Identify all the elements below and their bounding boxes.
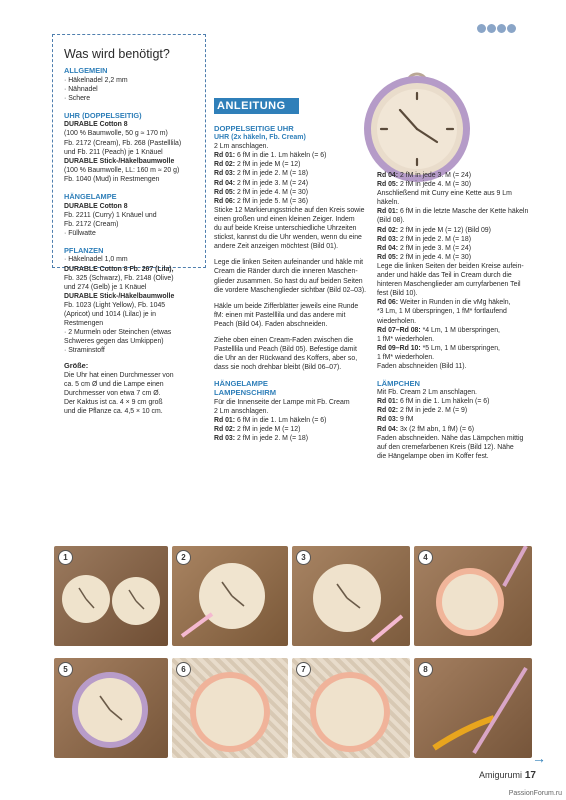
list-item: (100 % Baumwolle, LL: 160 m ≈ 20 g) xyxy=(64,166,180,174)
page-number: 17 xyxy=(524,770,536,781)
section-dots xyxy=(477,20,517,38)
list-item: und Fb. 211 (Peach) je 1 Knäuel xyxy=(64,148,163,156)
dot-icon xyxy=(497,24,506,33)
paragraph-line: fM: einen mit Pastelllila und das andere mit xyxy=(214,311,346,319)
paragraph-line: Sticke 12 Markierungsstriche auf den Kreis sowie xyxy=(214,206,365,214)
round-row xyxy=(377,171,537,180)
list-item: Fb. 1023 (Light Yellow), Fb. 1045 xyxy=(64,301,166,309)
round-row-label: Rd 03: xyxy=(377,416,399,424)
round-row xyxy=(377,253,537,262)
size-line: Durchmesser von etwa 7 cm Ø. xyxy=(64,389,161,397)
round-row-label: Rd 02: xyxy=(214,425,236,433)
round-row xyxy=(377,235,537,244)
photo-number-badge: 6 xyxy=(176,662,191,677)
round-row-text: 2 fM in jede 4. M (= 30) xyxy=(398,181,472,189)
list-item: DURABLE Stick-/Häkelbaumwolle xyxy=(64,292,175,300)
next-page-arrow-icon[interactable]: → xyxy=(532,750,546,766)
list-item: DURABLE Cotton 8 Fb. 267 (Lila), xyxy=(64,265,174,273)
round-row-text: Weiter in Runden in die vMg häkeln, xyxy=(398,299,511,307)
list-item: · Häkelnadel 2,2 mm xyxy=(64,76,128,84)
round-row-text: 2 fM in jede 3. M (= 24) xyxy=(398,172,472,179)
round-row-text: 9 fM xyxy=(398,416,414,424)
round-row-label: Rd 05: xyxy=(377,253,399,261)
round-row xyxy=(214,179,376,188)
round-row-text: 1 fM* wiederholen. xyxy=(377,353,435,361)
paragraph-line: die Hängelampe oben im Koffer fest. xyxy=(377,452,489,460)
round-row-text: 1 fM* wiederholen. xyxy=(377,335,435,343)
heading-laempchen: LÄMPCHEN xyxy=(377,379,421,389)
list-item: Fb. 325 (Schwarz), Fb. 2148 (Olive) xyxy=(64,274,174,282)
round-row xyxy=(377,344,537,353)
paragraph-line: einen großen und einen kleinen Zeiger. Indem xyxy=(214,215,355,223)
list-item: · Füllwatte xyxy=(64,229,96,237)
round-row-text: 2 fM in jede 3. M (= 24) xyxy=(398,244,472,252)
dot-icon xyxy=(487,24,496,33)
round-row xyxy=(377,397,537,406)
round-row-label: Rd 01: xyxy=(214,416,236,424)
round-row-text: 2 fM in jede 2. M (= 18) xyxy=(235,434,309,442)
round-row xyxy=(377,244,537,253)
round-row xyxy=(377,226,537,235)
round-row-text: 2 fM in jede M (= 12) xyxy=(235,161,301,169)
round-row xyxy=(377,425,537,434)
round-row-label: Rd 01: xyxy=(377,398,399,406)
round-row-label: Rd 01: xyxy=(377,208,399,216)
paragraph-line: 2 Lm anschlagen. xyxy=(214,407,269,415)
round-row-text: 6 fM in die letzte Masche der Kette häkeln xyxy=(398,208,529,216)
list-item: · 2 Murmeln oder Steinchen (etwas xyxy=(64,329,172,337)
round-row xyxy=(377,415,537,424)
list-item: Restmengen xyxy=(64,320,104,328)
round-row-label: Rd 02: xyxy=(214,161,236,169)
size-line: Der Kaktus ist ca. 4 × 9 cm groß xyxy=(64,398,163,406)
laempchen-intro: Mit Fb. Cream 2 Lm anschlagen. xyxy=(377,389,477,397)
list-item: · Straminstoff xyxy=(64,347,105,355)
round-row-label: Rd 06: xyxy=(377,299,399,307)
section-groesse: Größe: xyxy=(64,361,89,371)
instructions-column-1 xyxy=(214,124,376,443)
list-item: (100 % Baumwolle, 50 g ≈ 170 m) xyxy=(64,130,168,138)
paragraph-line: Pastelllila und Peach (Bild 05). Befestige damit xyxy=(214,346,357,354)
round-row xyxy=(214,197,376,206)
round-row-text: 2 fM in jede 2. M (= 18) xyxy=(235,170,309,178)
round-row-text: Faden abschneiden (Bild 11). xyxy=(377,362,467,370)
round-row-text: 2 fM in jede 4. M (= 30) xyxy=(398,253,472,261)
round-row xyxy=(377,207,537,216)
section-uhr: UHR (DOPPELSEITIG) xyxy=(64,110,142,120)
paragraph-line: die vordere Maschenglieder sichtbar (Bild 02–03). xyxy=(214,286,367,294)
paragraph-line: stickst, kannst du die Uhr wenden, wenn du eine xyxy=(214,234,362,242)
round-row xyxy=(377,216,537,225)
round-row xyxy=(377,335,537,344)
round-row-text: *5 Lm, 1 M überspringen, xyxy=(420,344,500,352)
photo-number-badge: 4 xyxy=(418,550,433,565)
list-item: · Nähnadel xyxy=(64,85,98,93)
round-row xyxy=(214,160,376,169)
round-row-label: Rd 04: xyxy=(377,172,399,179)
section-pflanzen: PFLANZEN xyxy=(64,245,104,255)
paragraph-line: Cream die Ränder durch die inneren Maschen- xyxy=(214,268,358,276)
intro-text: 2 Lm anschlagen. xyxy=(214,143,269,151)
round-row-label: Rd 03: xyxy=(214,170,236,178)
round-row-label: Rd 04: xyxy=(377,425,399,433)
paragraph-line: ander und häkle das Teil in Cream durch die xyxy=(377,272,512,280)
list-item: Fb. 2172 (Cream) xyxy=(64,220,119,228)
round-row xyxy=(377,406,537,415)
paragraph-line: Häkle um beide Zifferblätter jeweils eine Runde xyxy=(214,302,359,310)
round-row-text: wiederholen. xyxy=(377,317,417,325)
round-row-label: Rd 01: xyxy=(214,152,236,160)
round-row xyxy=(377,298,537,307)
heading-doppelseitige-uhr: DOPPELSEITIGE UHR xyxy=(214,124,294,133)
list-item: DURABLE Cotton 8 xyxy=(64,121,128,129)
paragraph-line: dass sie noch drehbar bleibt (Bild 06–07). xyxy=(214,364,342,372)
list-item: und 274 (Gelb) je 1 Knäuel xyxy=(64,283,147,291)
round-row-text: *4 Lm, 1 M überspringen, xyxy=(420,326,500,334)
list-item: · Häkelnadel 1,0 mm xyxy=(64,256,128,264)
round-row-label: Rd 04: xyxy=(377,244,399,252)
round-row-text: 2 fM in jede 2. M (= 18) xyxy=(398,235,472,243)
paragraph-line: häkeln. xyxy=(377,199,400,207)
paragraph-line: Lege die linken Seiten aufeinander und häkle mit xyxy=(214,259,364,267)
round-row-label: Rd 05: xyxy=(377,181,399,189)
round-row xyxy=(214,425,376,434)
round-row-text: 2 fM in jede 2. M (= 9) xyxy=(398,407,468,415)
round-row-text: 2 fM in jede 3. M (= 24) xyxy=(235,179,309,187)
size-line: und die Pflanze ca. 4,5 × 10 cm. xyxy=(64,407,163,415)
round-row xyxy=(377,353,537,362)
round-row-text: *3 Lm, 1 M überspringen, 1 fM* fortlaufend xyxy=(377,308,507,316)
paragraph-line: Anschließend mit Curry eine Kette aus 9 Lm xyxy=(377,190,512,198)
heading-uhr: UHR (2x häkeln, Fb. Cream) xyxy=(214,134,306,142)
round-row-label: Rd 04: xyxy=(214,179,236,187)
round-row-text: 2 fM in jede 4. M (= 30) xyxy=(235,188,309,196)
paragraph-line: andere Zeit anzeigen möchtest (Bild 01). xyxy=(214,243,339,251)
list-item: Fb. 2211 (Curry) 1 Knäuel und xyxy=(64,211,157,219)
materials-title: Was wird benötigt? xyxy=(64,47,170,61)
round-row-label: Rd 06: xyxy=(214,197,236,205)
paragraph-line: Für die Innenseite der Lampe mit Fb. Cream xyxy=(214,398,350,406)
round-row-label: Rd 07–Rd 08: xyxy=(377,326,421,334)
photo-number-badge: 1 xyxy=(58,550,73,565)
round-row-label: Rd 03: xyxy=(377,235,399,243)
round-row xyxy=(214,188,376,197)
round-row-label: Rd 05: xyxy=(214,188,236,196)
size-line: Die Uhr hat einen Durchmesser von xyxy=(64,371,174,379)
paragraph-line: du auf beide Kreise unterschiedliche Uhrzeiten xyxy=(214,225,357,233)
dot-icon xyxy=(477,24,486,33)
round-row-label: Rd 02: xyxy=(377,407,399,415)
round-row-text: 6 fM in die 1. Lm häkeln (= 6) xyxy=(235,416,327,424)
round-row xyxy=(377,307,537,316)
round-row xyxy=(377,326,537,335)
round-row-text: 2 fM in jede M (= 12) (Bild 09) xyxy=(398,226,491,234)
photo-number-badge: 7 xyxy=(296,662,311,677)
section-allgemein: ALLGEMEIN xyxy=(64,66,108,76)
round-row-label: Rd 03: xyxy=(214,434,236,442)
footer-brand: Amigurumi xyxy=(478,770,522,780)
size-line: ca. 5 cm Ø und die Lampe einen xyxy=(64,380,164,388)
paragraph-line: die Uhr an der Rückwand des Koffers, aber so, xyxy=(214,355,358,363)
photo-number-badge: 5 xyxy=(58,662,73,677)
photo-number-badge: 3 xyxy=(296,550,311,565)
list-item: (Apricot) und 1014 (Lilac) je in xyxy=(64,310,156,318)
paragraph-line: auf den cremefarbenen Kreis (Bild 12). Nähe xyxy=(377,443,514,451)
list-item: Fb. 2172 (Cream), Fb. 268 (Pastelllila) xyxy=(64,139,182,147)
paragraph-line: Peach (Bild 04). Faden abschneiden. xyxy=(214,320,328,328)
materials-content xyxy=(64,47,204,416)
round-row-text: 6 fM in die 1. Lm häkeln (= 6) xyxy=(235,152,327,160)
round-row-text: 6 fM in die 1. Lm häkeln (= 6) xyxy=(398,398,490,406)
section-haengelampe: HÄNGELAMPE xyxy=(64,192,117,202)
round-row xyxy=(377,362,537,371)
list-item: · Schere xyxy=(64,94,91,102)
photo-number-badge: 2 xyxy=(176,550,191,565)
anleitung-header: ANLEITUNG xyxy=(214,98,299,114)
heading-lampenschirm: LAMPENSCHIRM xyxy=(214,388,277,398)
round-row-text: 2 fM in jede 5. M (= 36) xyxy=(235,197,309,205)
round-row xyxy=(214,169,376,178)
round-row xyxy=(377,180,537,189)
paragraph-line: Faden abschneiden. Nähe das Lämpchen mittig xyxy=(377,434,524,442)
round-row-text: 3x (2 fM abn, 1 fM) (= 6) xyxy=(398,425,475,433)
instructions-column-2 xyxy=(377,171,537,461)
round-row-label: Rd 09–Rd 10: xyxy=(377,344,421,352)
round-row xyxy=(214,416,376,425)
list-item: Schweres gegen das Umkippen) xyxy=(64,338,164,346)
round-row-text: 2 fM in jede M (= 12) xyxy=(235,425,301,433)
round-row xyxy=(377,317,537,326)
paragraph-line: Ziehe oben einen Cream-Faden zwischen die xyxy=(214,336,354,344)
round-row-text: (Bild 08). xyxy=(377,217,405,225)
list-item: DURABLE Cotton 8 xyxy=(64,202,128,210)
paragraph-line: fest (Bild 10). xyxy=(377,290,418,298)
list-item: Fb. 1040 (Mud) in Restmengen xyxy=(64,175,160,183)
paragraph-line: glieder zusammen. So hast du auf beiden Seiten xyxy=(214,277,363,285)
paragraph-line: Lege die linken Seiten der beiden Kreise aufein- xyxy=(377,262,524,270)
site-watermark: PassionForum.ru xyxy=(508,790,562,797)
heading-haengelampe: HÄNGELAMPE xyxy=(214,379,269,389)
photo-number-badge: 8 xyxy=(418,662,433,677)
list-item: DURABLE Stick-/Häkelbaumwolle xyxy=(64,157,175,165)
round-row xyxy=(214,434,376,443)
dot-icon xyxy=(507,24,516,33)
round-row-label: Rd 02: xyxy=(377,226,399,234)
paragraph-line: hinteren Maschenglieder am curryfarbenen Teil xyxy=(377,281,521,289)
round-row xyxy=(214,151,376,160)
